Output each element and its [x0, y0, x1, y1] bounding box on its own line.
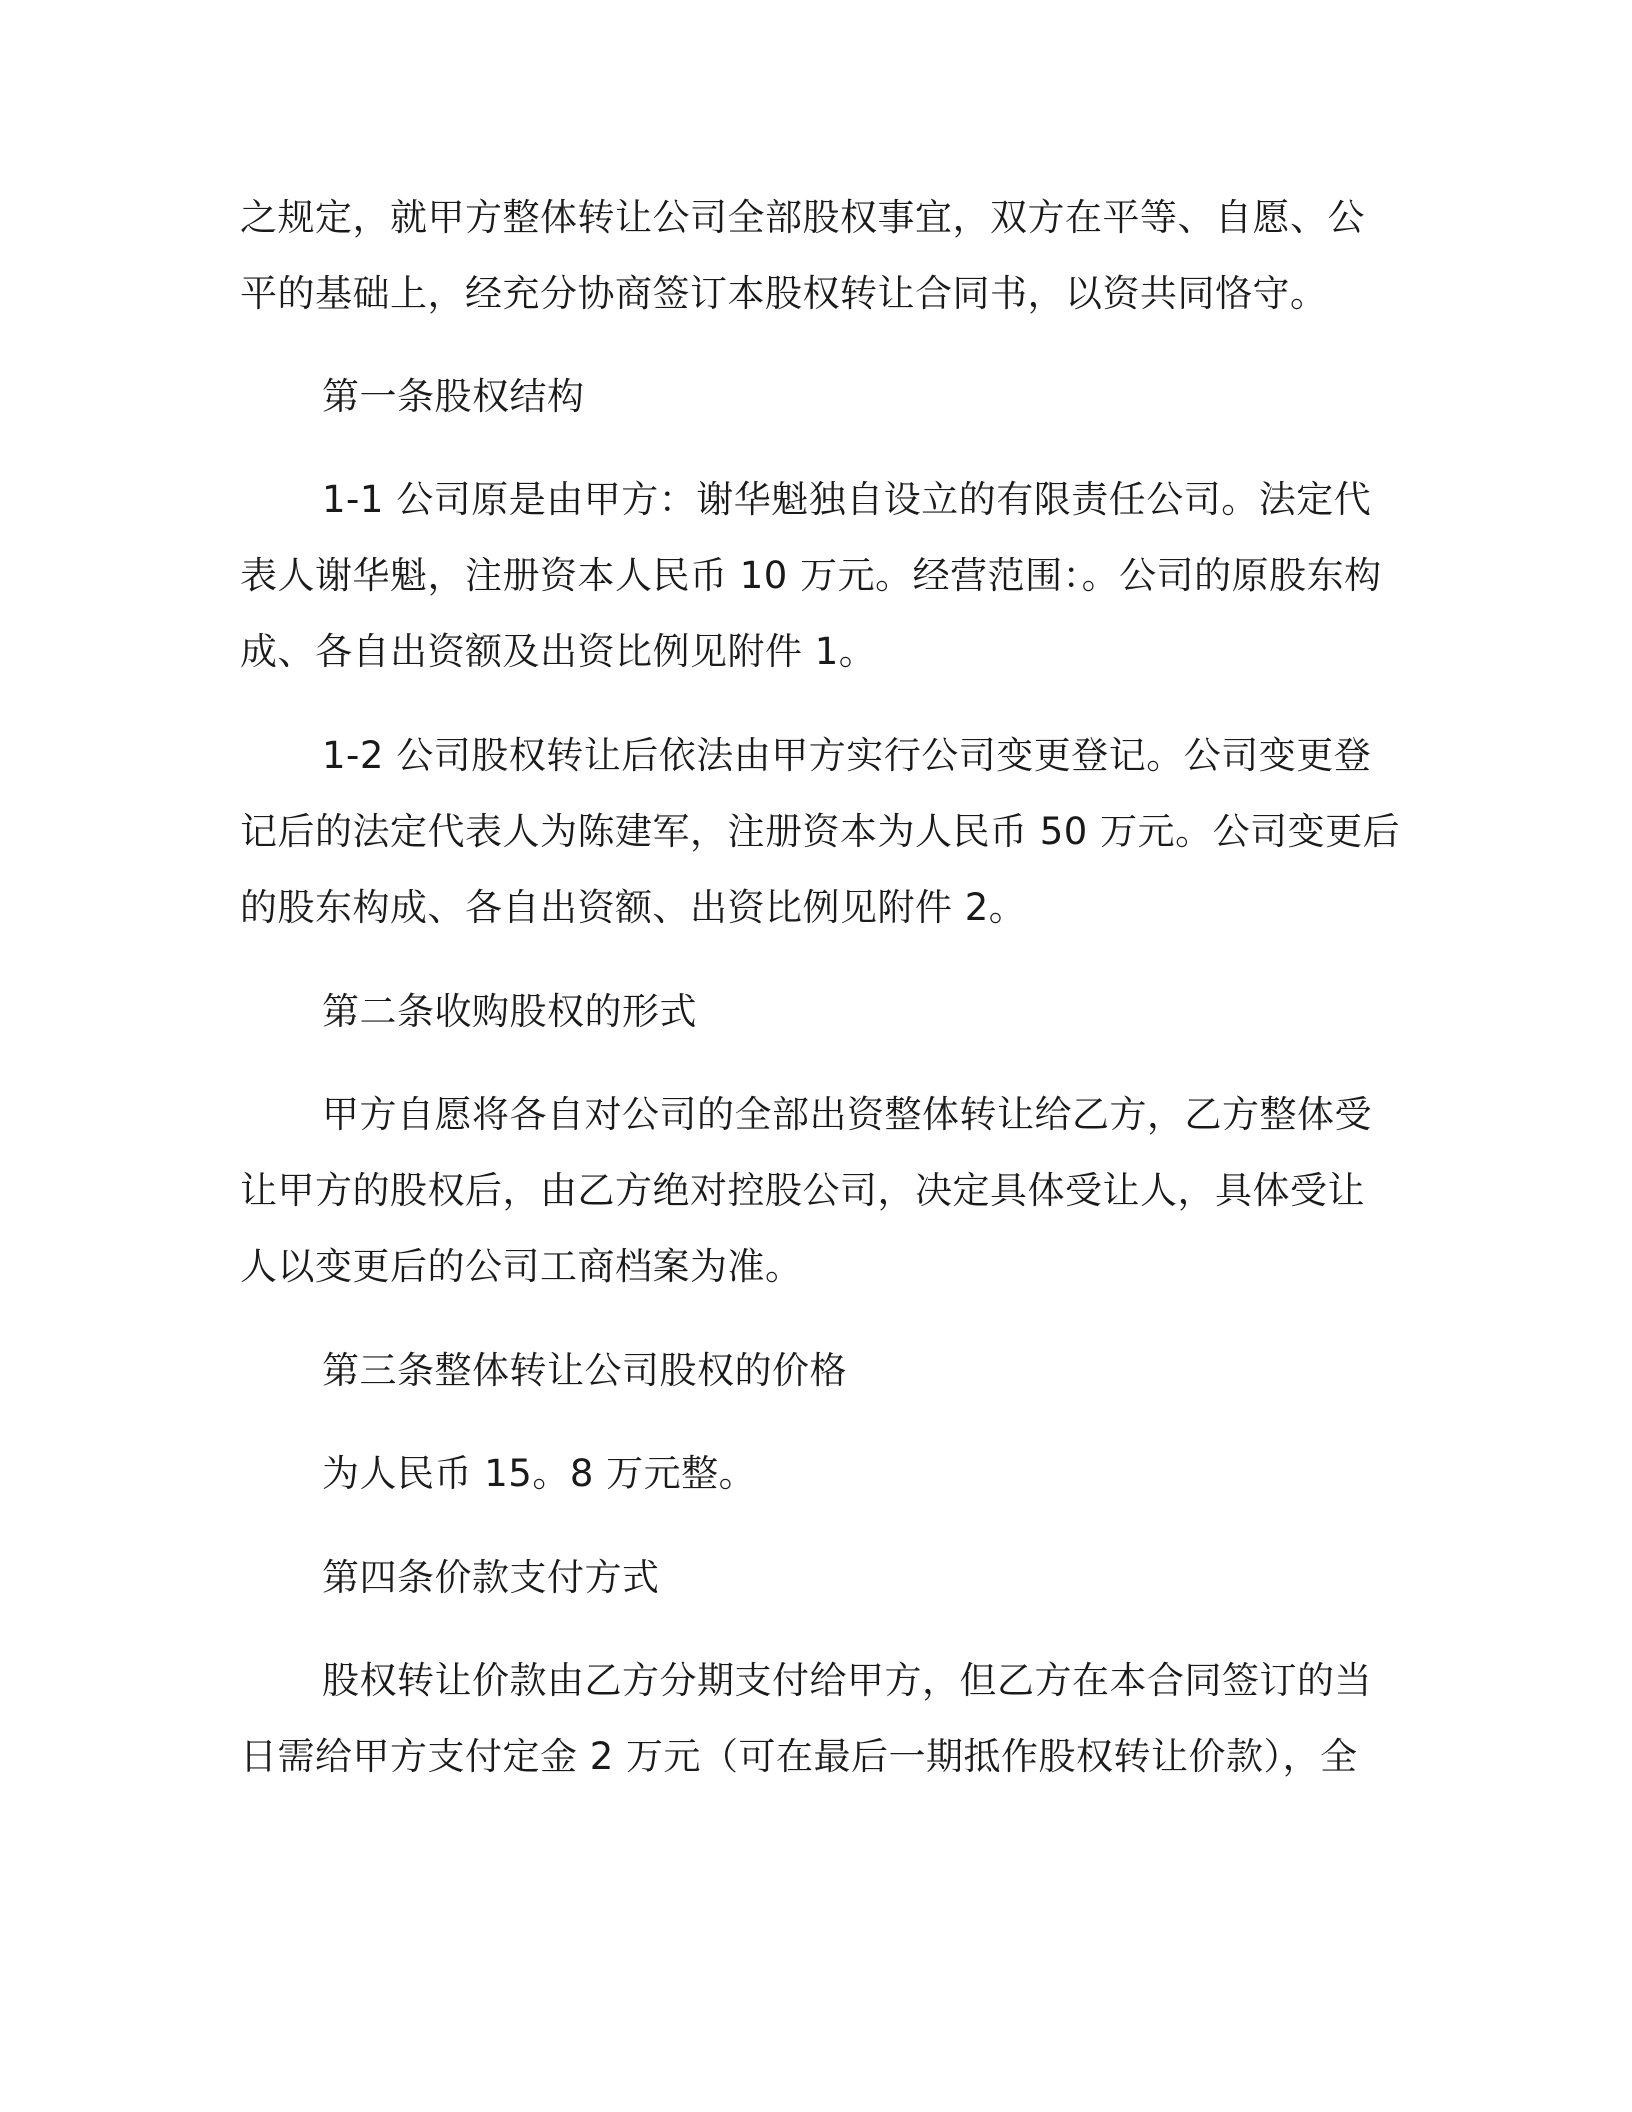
section-heading-2: 第二条收购股权的形式: [322, 990, 697, 1033]
paragraph-line: 的股东构成、各自出资额、出资比例见附件 2。: [240, 886, 1027, 929]
paragraph-line: 人以变更后的公司工商档案为准。: [240, 1245, 803, 1288]
paragraph-line: 股权转让价款由乙方分期支付给甲方，但乙方在本合同签订的当: [322, 1659, 1372, 1702]
paragraph-line: 表人谢华魁，注册资本人民币 10 万元。经营范围：。公司的原股东构: [240, 554, 1382, 597]
paragraph-line: 1-1 公司原是由甲方：谢华魁独自设立的有限责任公司。法定代: [322, 478, 1372, 521]
paragraph-line: 让甲方的股权后，由乙方绝对控股公司，决定具体受让人，具体受让: [240, 1169, 1365, 1212]
section-heading-3: 第三条整体转让公司股权的价格: [322, 1349, 847, 1392]
section-heading-4: 第四条价款支付方式: [322, 1556, 660, 1599]
paragraph-line: 为人民币 15。8 万元整。: [322, 1452, 757, 1495]
paragraph-line: 甲方自愿将各自对公司的全部出资整体转让给乙方，乙方整体受: [322, 1093, 1372, 1136]
paragraph-line: 1-2 公司股权转让后依法由甲方实行公司变更登记。公司变更登: [322, 734, 1372, 777]
paragraph-line: 平的基础上，经充分协商签订本股权转让合同书，以资共同恪守。: [240, 272, 1328, 315]
section-heading-1: 第一条股权结构: [322, 375, 585, 418]
paragraph-line: 记后的法定代表人为陈建军，注册资本为人民币 50 万元。公司变更后: [240, 810, 1401, 853]
paragraph-line: 之规定，就甲方整体转让公司全部股权事宜，双方在平等、自愿、公: [240, 196, 1365, 239]
paragraph-line: 日需给甲方支付定金 2 万元（可在最后一期抵作股权转让价款），全: [240, 1735, 1358, 1778]
paragraph-line: 成、各自出资额及出资比例见附件 1。: [240, 630, 877, 673]
